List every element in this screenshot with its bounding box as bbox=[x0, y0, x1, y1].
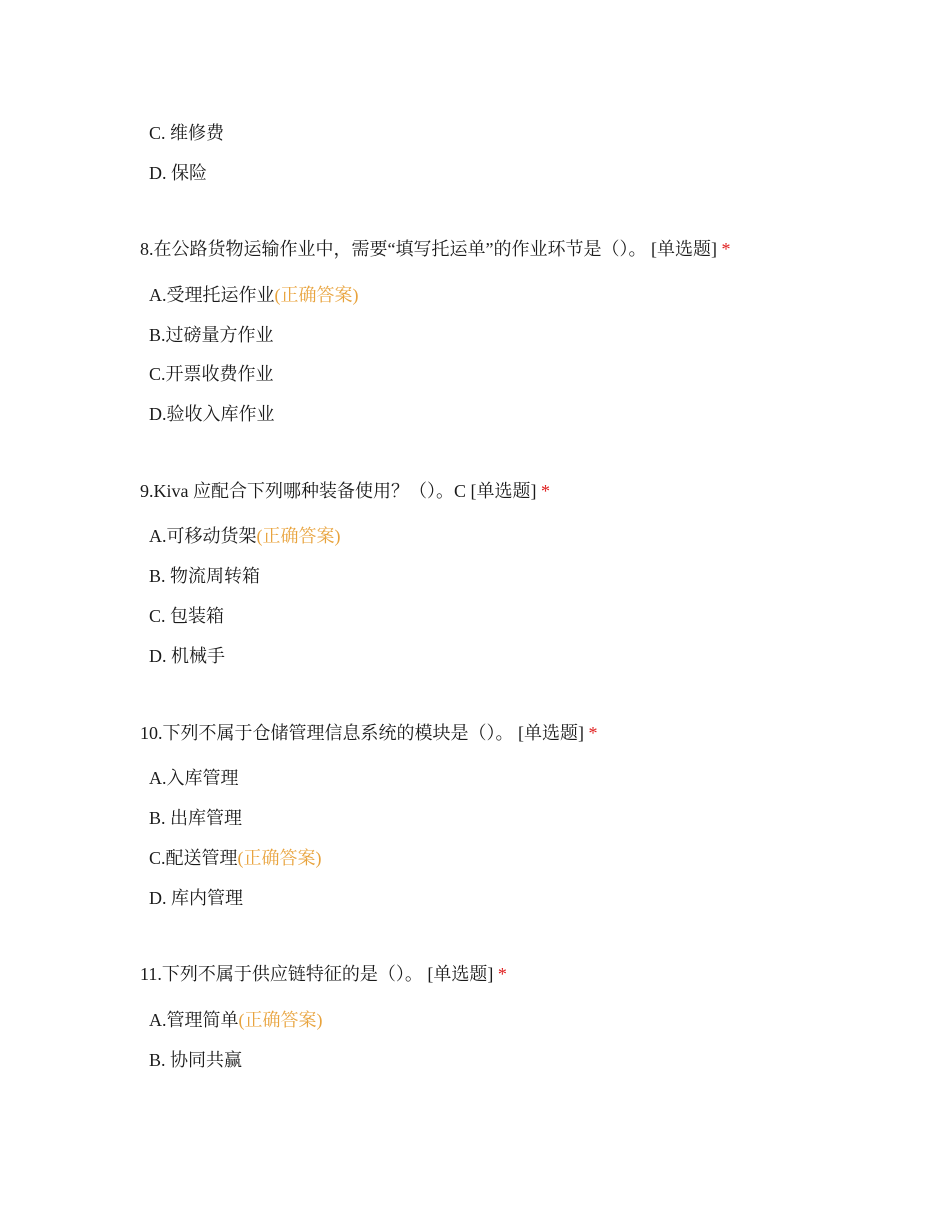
required-mark: * bbox=[721, 239, 731, 259]
option-text: B. 出库管理 bbox=[149, 808, 243, 828]
option-text: C.开票收费作业 bbox=[149, 364, 274, 384]
option-text: C. 维修费 bbox=[149, 123, 225, 143]
question-11-title bbox=[140, 962, 507, 986]
q11-option-a bbox=[149, 1008, 323, 1032]
option-text: B.过磅量方作业 bbox=[149, 325, 274, 345]
q8-option-a bbox=[149, 283, 359, 307]
option-text: A.入库管理 bbox=[149, 768, 239, 788]
option-text: C. 包装箱 bbox=[149, 606, 225, 626]
q9-option-a bbox=[149, 524, 341, 548]
option-text: A.可移动货架 bbox=[149, 526, 257, 546]
q11-option-b bbox=[149, 1048, 242, 1072]
correct-answer-label: (正确答案) bbox=[238, 1010, 323, 1030]
q10-option-d bbox=[149, 886, 243, 910]
question-9-title bbox=[140, 479, 550, 503]
question-8-title bbox=[140, 237, 730, 261]
q10-option-b bbox=[149, 806, 242, 830]
required-mark: * bbox=[540, 481, 550, 501]
q9-option-d bbox=[149, 644, 225, 668]
option-text: B. 协同共赢 bbox=[149, 1050, 243, 1070]
correct-answer-label: (正确答案) bbox=[274, 285, 359, 305]
option-text: B. 物流周转箱 bbox=[149, 566, 261, 586]
q10-option-c bbox=[149, 846, 322, 870]
q9-option-b bbox=[149, 564, 260, 588]
required-mark: * bbox=[497, 964, 507, 984]
q7-option-d bbox=[149, 161, 207, 185]
required-mark: * bbox=[588, 723, 598, 743]
q8-option-d bbox=[149, 402, 275, 426]
q8-option-c bbox=[149, 362, 274, 386]
option-text: D. 机械手 bbox=[149, 646, 225, 666]
option-text: C.配送管理 bbox=[149, 848, 238, 868]
question-text: 11.下列不属于供应链特征的是（）。 [单选题] bbox=[140, 964, 494, 984]
question-text: 9.Kiva 应配合下列哪种装备使用？（）。C [单选题] bbox=[140, 481, 537, 501]
q8-option-b bbox=[149, 323, 274, 347]
option-text: D. 库内管理 bbox=[149, 888, 243, 908]
q9-option-c bbox=[149, 604, 224, 628]
question-10-title bbox=[140, 721, 598, 745]
option-text: A.受理托运作业 bbox=[149, 285, 275, 305]
question-text: 8.在公路货物运输作业中，需要“填写托运单”的作业环节是（）。 [单选题] bbox=[140, 239, 717, 259]
q7-option-c bbox=[149, 121, 224, 145]
question-text: 10.下列不属于仓储管理信息系统的模块是（）。 [单选题] bbox=[140, 723, 584, 743]
option-text: D. 保险 bbox=[149, 163, 207, 183]
correct-answer-label: (正确答案) bbox=[237, 848, 322, 868]
q10-option-a bbox=[149, 766, 239, 790]
correct-answer-label: (正确答案) bbox=[256, 526, 341, 546]
option-text: A.管理简单 bbox=[149, 1010, 239, 1030]
option-text: D.验收入库作业 bbox=[149, 404, 275, 424]
